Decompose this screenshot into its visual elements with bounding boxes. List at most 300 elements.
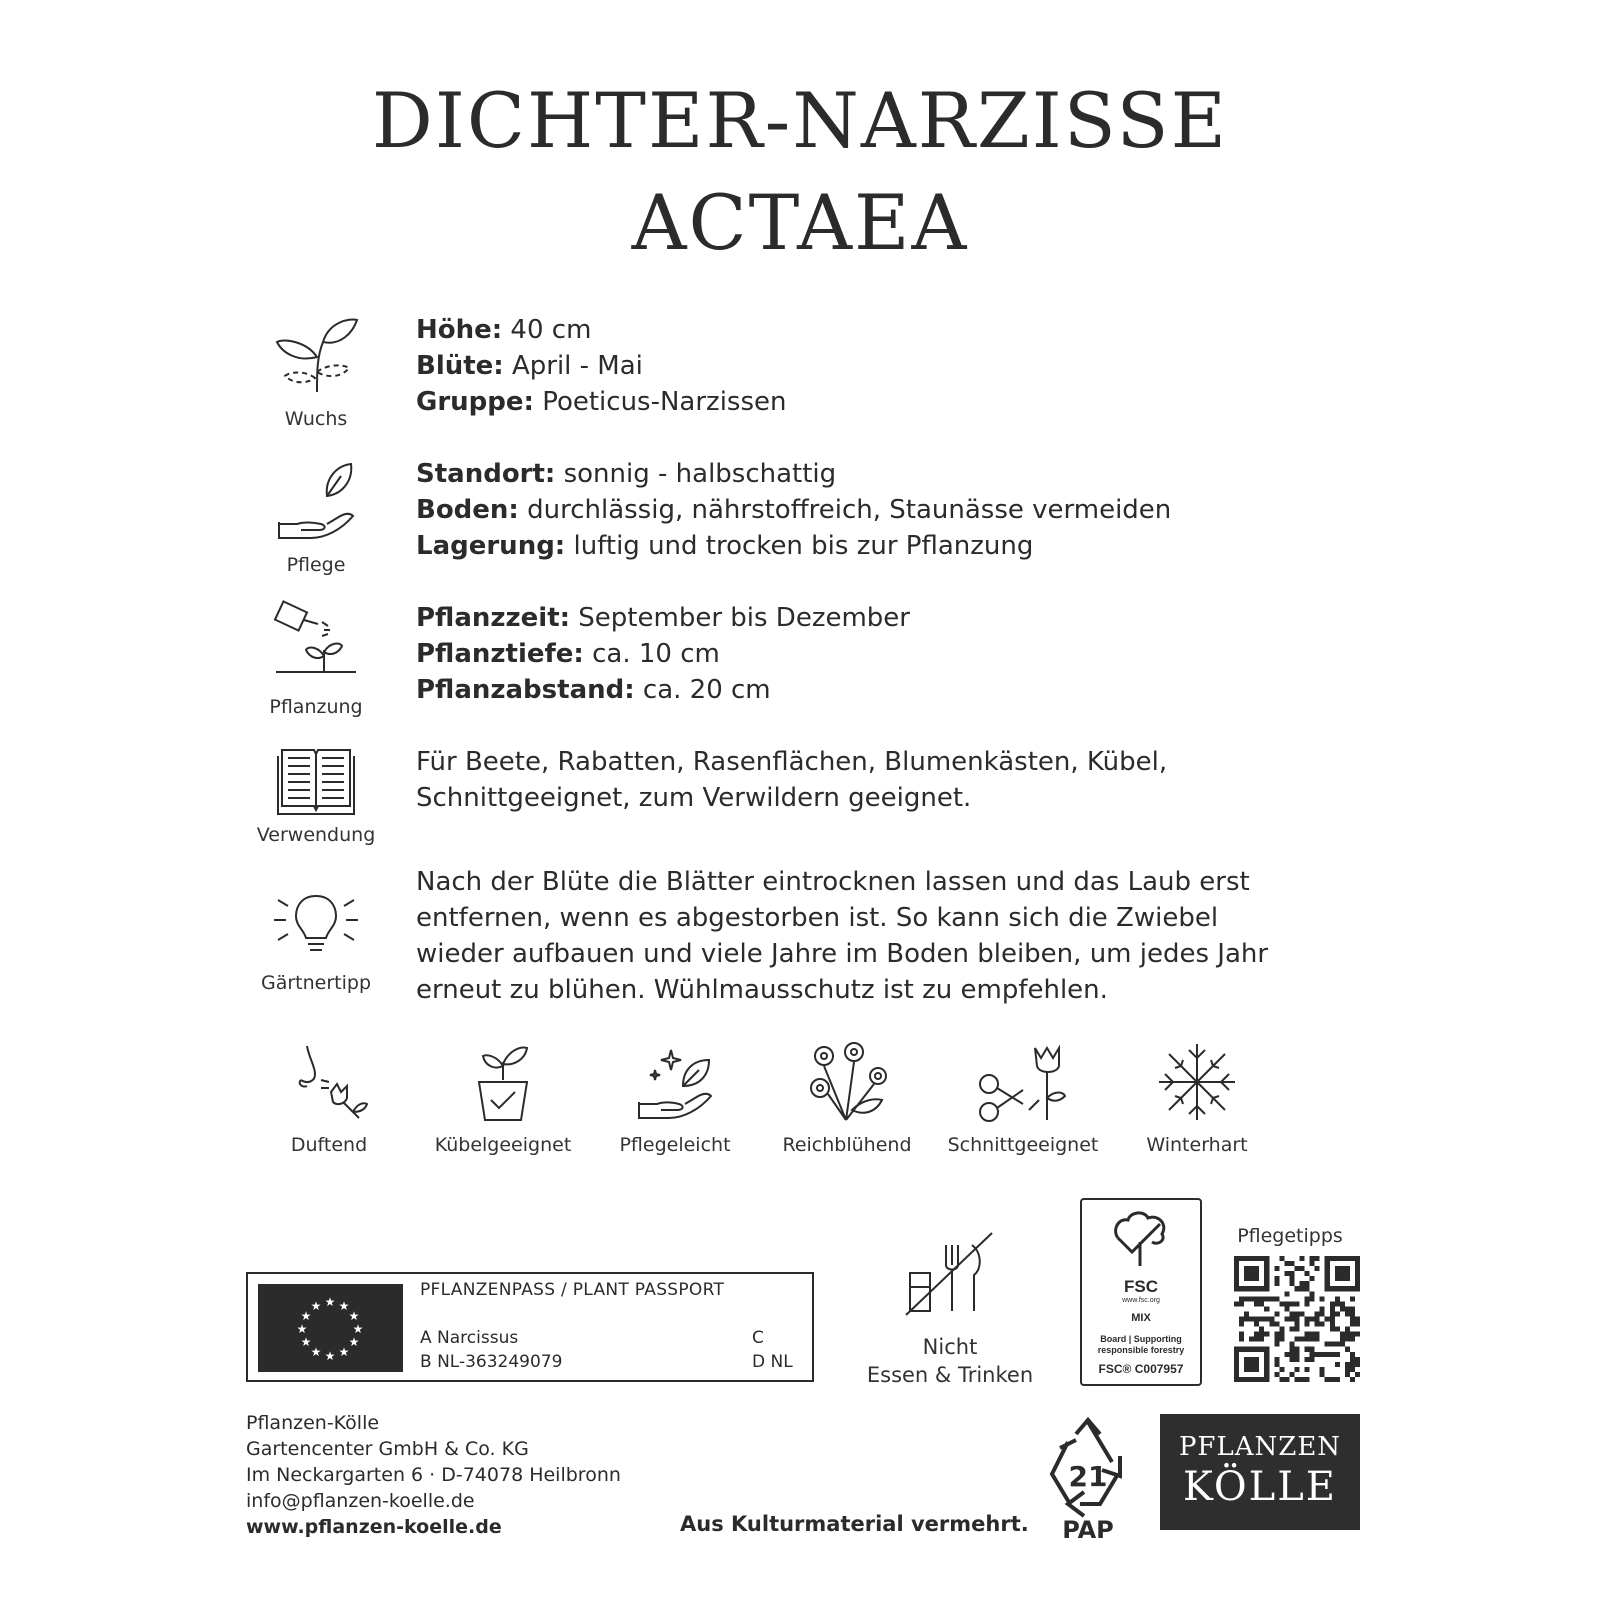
qr-module bbox=[1305, 1281, 1310, 1286]
qr-module bbox=[1239, 1316, 1244, 1321]
qr-module bbox=[1254, 1296, 1259, 1301]
qr-module bbox=[1340, 1342, 1345, 1347]
svg-text:★: ★ bbox=[300, 1335, 312, 1349]
qr-module bbox=[1345, 1362, 1350, 1367]
qr-module bbox=[1315, 1256, 1320, 1261]
svg-text:★: ★ bbox=[296, 1322, 308, 1336]
gaertnertipp-line: entfernen, wenn es abgestorben ist. So kann sich die Zwiebel bbox=[416, 903, 1219, 933]
qr-module bbox=[1264, 1347, 1269, 1352]
qr-module bbox=[1294, 1286, 1299, 1291]
pflege-icon-block bbox=[246, 456, 386, 576]
qr-module bbox=[1340, 1337, 1345, 1342]
qr-module bbox=[1325, 1276, 1330, 1281]
qr-module bbox=[1315, 1266, 1320, 1271]
no-food-drink-icon bbox=[900, 1225, 1000, 1321]
qr-module bbox=[1310, 1352, 1315, 1357]
qr-module bbox=[1249, 1256, 1254, 1261]
fsc-label bbox=[1080, 1198, 1202, 1386]
company-address bbox=[246, 1410, 621, 1540]
nose-flower-icon bbox=[287, 1040, 371, 1124]
qr-module bbox=[1350, 1296, 1355, 1301]
svg-text:★: ★ bbox=[348, 1335, 360, 1349]
qr-module bbox=[1264, 1266, 1269, 1271]
qr-module bbox=[1325, 1377, 1330, 1382]
qr-module bbox=[1345, 1372, 1350, 1377]
svg-text:★: ★ bbox=[338, 1345, 350, 1359]
qr-module bbox=[1274, 1332, 1279, 1337]
feature-pflegeleicht bbox=[590, 1040, 760, 1156]
qr-module bbox=[1320, 1296, 1325, 1301]
feature-label: Duftend bbox=[290, 1134, 368, 1156]
qr-module bbox=[1305, 1332, 1310, 1337]
qr-module bbox=[1234, 1281, 1239, 1286]
qr-module bbox=[1330, 1301, 1335, 1306]
qr-module bbox=[1315, 1316, 1320, 1321]
qr-module bbox=[1254, 1271, 1259, 1276]
passport-d: D NL bbox=[752, 1352, 793, 1372]
qr-module bbox=[1335, 1276, 1340, 1281]
address-email[interactable]: info@pflanzen-koelle.de bbox=[246, 1490, 475, 1512]
qr-module bbox=[1234, 1362, 1239, 1367]
qr-module bbox=[1239, 1286, 1244, 1291]
qr-module bbox=[1234, 1347, 1239, 1352]
qr-module bbox=[1254, 1362, 1259, 1367]
qr-module bbox=[1325, 1271, 1330, 1276]
qr-module bbox=[1249, 1337, 1254, 1342]
qr-module bbox=[1254, 1332, 1259, 1337]
warning-line1: Nicht bbox=[922, 1335, 978, 1359]
qr-module bbox=[1259, 1332, 1264, 1337]
qr-module bbox=[1345, 1306, 1350, 1311]
watering-can-seedling-icon bbox=[270, 600, 362, 690]
qr-module bbox=[1330, 1342, 1335, 1347]
qr-module bbox=[1239, 1347, 1244, 1352]
qr-module bbox=[1305, 1301, 1310, 1306]
qr-module bbox=[1310, 1276, 1315, 1281]
qr-module bbox=[1345, 1286, 1350, 1291]
qr-module bbox=[1310, 1291, 1315, 1296]
qr-module bbox=[1350, 1352, 1355, 1357]
qr-module bbox=[1254, 1347, 1259, 1352]
qr-module bbox=[1345, 1327, 1350, 1332]
qr-module bbox=[1259, 1327, 1264, 1332]
qr-module bbox=[1289, 1281, 1294, 1286]
qr-module bbox=[1254, 1367, 1259, 1372]
qr-module bbox=[1289, 1271, 1294, 1276]
qr-module bbox=[1294, 1357, 1299, 1362]
qr-module bbox=[1274, 1342, 1279, 1347]
qr-module bbox=[1234, 1377, 1239, 1382]
qr-module bbox=[1335, 1377, 1340, 1382]
qr-module bbox=[1305, 1271, 1310, 1276]
qr-module bbox=[1310, 1332, 1315, 1337]
qr-module bbox=[1274, 1357, 1279, 1362]
qr-module bbox=[1279, 1301, 1284, 1306]
address-website[interactable]: www.pflanzen-koelle.de bbox=[246, 1516, 502, 1538]
qr-module bbox=[1234, 1352, 1239, 1357]
qr-module bbox=[1350, 1306, 1355, 1311]
qr-module bbox=[1254, 1256, 1259, 1261]
pflanzen-koelle-logo bbox=[1160, 1414, 1360, 1530]
qr-module bbox=[1310, 1347, 1315, 1352]
qr-module bbox=[1315, 1352, 1320, 1357]
qr-module bbox=[1264, 1306, 1269, 1311]
qr-module bbox=[1269, 1296, 1274, 1301]
qr-module bbox=[1249, 1276, 1254, 1281]
qr-module bbox=[1320, 1322, 1325, 1327]
verwendung-line: Schnittgeeignet, zum Verwildern geeignet. bbox=[416, 783, 972, 813]
warning-line2: Essen & Trinken bbox=[866, 1363, 1034, 1387]
qr-module bbox=[1350, 1377, 1355, 1382]
qr-module bbox=[1244, 1367, 1249, 1372]
qr-module bbox=[1239, 1256, 1244, 1261]
qr-module bbox=[1335, 1301, 1340, 1306]
passport-a: A Narcissus bbox=[420, 1328, 519, 1348]
qr-module bbox=[1310, 1316, 1315, 1321]
qr-module bbox=[1294, 1347, 1299, 1352]
qr-module bbox=[1305, 1316, 1310, 1321]
qr-module bbox=[1239, 1332, 1244, 1337]
qr-module bbox=[1294, 1377, 1299, 1382]
qr-module bbox=[1254, 1301, 1259, 1306]
wuchs-icon-block bbox=[246, 312, 386, 430]
qr-module bbox=[1244, 1311, 1249, 1316]
qr-module bbox=[1315, 1322, 1320, 1327]
qr-module bbox=[1300, 1256, 1305, 1261]
qr-module bbox=[1234, 1256, 1239, 1261]
qr-module bbox=[1340, 1271, 1345, 1276]
qr-module bbox=[1330, 1316, 1335, 1321]
qr-module bbox=[1345, 1311, 1350, 1316]
recycle-code: PAP bbox=[1062, 1516, 1114, 1542]
qr-module bbox=[1355, 1362, 1360, 1367]
qr-module bbox=[1294, 1316, 1299, 1321]
qr-module bbox=[1244, 1266, 1249, 1271]
qr-module bbox=[1350, 1332, 1355, 1337]
qr-module bbox=[1249, 1266, 1254, 1271]
feature-label: Pflegeleicht bbox=[619, 1134, 731, 1156]
qr-module bbox=[1274, 1296, 1279, 1301]
qr-module bbox=[1330, 1377, 1335, 1382]
hand-leaf-sparkle-icon bbox=[633, 1040, 717, 1124]
qr-module bbox=[1325, 1256, 1330, 1261]
eu-stars bbox=[297, 1295, 364, 1363]
qr-module bbox=[1310, 1337, 1315, 1342]
qr-module bbox=[1305, 1357, 1310, 1362]
qr-module bbox=[1310, 1296, 1315, 1301]
qr-module bbox=[1254, 1337, 1259, 1342]
qr-module bbox=[1300, 1337, 1305, 1342]
qr-module bbox=[1345, 1337, 1350, 1342]
qr-module bbox=[1289, 1261, 1294, 1266]
address-line1: Pflanzen-Kölle bbox=[246, 1412, 380, 1434]
qr-module bbox=[1254, 1322, 1259, 1327]
qr-module bbox=[1239, 1296, 1244, 1301]
qr-module bbox=[1350, 1367, 1355, 1372]
qr-module bbox=[1340, 1256, 1345, 1261]
qr-module bbox=[1234, 1286, 1239, 1291]
wuchs-line-hoehe: Höhe: 40 cm bbox=[416, 315, 592, 345]
gaertnertipp-icon-block bbox=[246, 890, 386, 994]
qr-module bbox=[1284, 1377, 1289, 1382]
qr-module bbox=[1335, 1286, 1340, 1291]
qr-module bbox=[1355, 1372, 1360, 1377]
qr-module bbox=[1254, 1286, 1259, 1291]
qr-module bbox=[1335, 1266, 1340, 1271]
qr-module bbox=[1244, 1296, 1249, 1301]
qr-module bbox=[1274, 1337, 1279, 1342]
qr-code-icon[interactable] bbox=[1234, 1256, 1360, 1382]
qr-module bbox=[1335, 1271, 1340, 1276]
qr-module bbox=[1289, 1347, 1294, 1352]
qr-module bbox=[1264, 1377, 1269, 1382]
qr-module bbox=[1315, 1311, 1320, 1316]
qr-module bbox=[1330, 1256, 1335, 1261]
qr-module bbox=[1269, 1316, 1274, 1321]
feature-duftend bbox=[244, 1040, 414, 1156]
qr-module bbox=[1259, 1377, 1264, 1382]
qr-module bbox=[1254, 1377, 1259, 1382]
qr-module bbox=[1330, 1286, 1335, 1291]
qr-module bbox=[1330, 1322, 1335, 1327]
qr-module bbox=[1355, 1261, 1360, 1266]
qr-module bbox=[1350, 1357, 1355, 1362]
qr-module bbox=[1325, 1316, 1330, 1321]
qr-module bbox=[1284, 1306, 1289, 1311]
qr-module bbox=[1259, 1256, 1264, 1261]
pflege-caption: Pflege bbox=[286, 554, 346, 576]
qr-module bbox=[1279, 1337, 1284, 1342]
qr-module bbox=[1340, 1306, 1345, 1311]
verwendung-caption: Verwendung bbox=[256, 824, 376, 846]
qr-module bbox=[1335, 1342, 1340, 1347]
qr-module bbox=[1284, 1352, 1289, 1357]
fsc-name: FSC bbox=[1124, 1277, 1158, 1296]
qr-module bbox=[1325, 1261, 1330, 1266]
qr-module bbox=[1264, 1271, 1269, 1276]
wuchs-text bbox=[416, 312, 1356, 420]
qr-module bbox=[1254, 1316, 1259, 1321]
feature-label: Winterhart bbox=[1146, 1134, 1248, 1156]
qr-module bbox=[1244, 1316, 1249, 1321]
qr-module bbox=[1305, 1377, 1310, 1382]
qr-module bbox=[1340, 1276, 1345, 1281]
qr-module bbox=[1234, 1357, 1239, 1362]
hand-leaf-icon bbox=[271, 456, 361, 548]
verwendung-icon-block bbox=[246, 744, 386, 846]
feature-winterhart bbox=[1112, 1040, 1282, 1156]
qr-module bbox=[1335, 1327, 1340, 1332]
qr-module bbox=[1305, 1367, 1310, 1372]
qr-module bbox=[1254, 1276, 1259, 1281]
qr-module bbox=[1294, 1337, 1299, 1342]
qr-module bbox=[1340, 1332, 1345, 1337]
qr-module bbox=[1305, 1286, 1310, 1291]
qr-module bbox=[1355, 1357, 1360, 1362]
qr-module bbox=[1320, 1306, 1325, 1311]
qr-module bbox=[1345, 1332, 1350, 1337]
qr-module bbox=[1289, 1357, 1294, 1362]
qr-module bbox=[1259, 1337, 1264, 1342]
qr-module bbox=[1284, 1271, 1289, 1276]
qr-module bbox=[1244, 1256, 1249, 1261]
verwendung-text bbox=[416, 744, 1356, 816]
fsc-code: FSC® C007957 bbox=[1098, 1362, 1184, 1376]
qr-module bbox=[1284, 1291, 1289, 1296]
pflanzung-text bbox=[416, 600, 1356, 708]
qr-module bbox=[1244, 1286, 1249, 1291]
qr-module bbox=[1274, 1281, 1279, 1286]
qr-module bbox=[1274, 1311, 1279, 1316]
recycle-number: 21 bbox=[1068, 1460, 1108, 1493]
qr-module bbox=[1294, 1311, 1299, 1316]
qr-module bbox=[1244, 1276, 1249, 1281]
qr-module bbox=[1355, 1276, 1360, 1281]
svg-text:★: ★ bbox=[352, 1322, 364, 1336]
qr-module bbox=[1325, 1286, 1330, 1291]
passport-b: B NL-363249079 bbox=[420, 1352, 563, 1372]
qr-module bbox=[1254, 1266, 1259, 1271]
qr-module bbox=[1335, 1296, 1340, 1301]
qr-module bbox=[1335, 1256, 1340, 1261]
qr-module bbox=[1300, 1311, 1305, 1316]
qr-module bbox=[1274, 1362, 1279, 1367]
pflege-text bbox=[416, 456, 1356, 564]
qr-module bbox=[1345, 1271, 1350, 1276]
svg-text:★: ★ bbox=[348, 1309, 360, 1323]
qr-module bbox=[1340, 1266, 1345, 1271]
qr-module bbox=[1355, 1256, 1360, 1261]
qr-module bbox=[1325, 1352, 1330, 1357]
qr-module bbox=[1345, 1276, 1350, 1281]
qr-module bbox=[1244, 1347, 1249, 1352]
qr-module bbox=[1244, 1357, 1249, 1362]
qr-module bbox=[1294, 1322, 1299, 1327]
qr-module bbox=[1320, 1352, 1325, 1357]
qr-module bbox=[1350, 1362, 1355, 1367]
feature-reichbluehend bbox=[762, 1040, 932, 1156]
qr-module bbox=[1289, 1372, 1294, 1377]
qr-module bbox=[1279, 1377, 1284, 1382]
qr-module bbox=[1249, 1377, 1254, 1382]
gaertnertipp-caption: Gärtnertipp bbox=[260, 972, 372, 994]
qr-module bbox=[1269, 1322, 1274, 1327]
gaertnertipp-line: erneut zu blühen. Wühlmausschutz ist zu empfehlen. bbox=[416, 975, 1108, 1005]
qr-module bbox=[1249, 1296, 1254, 1301]
kultur-note: Aus Kulturmaterial vermehrt. bbox=[680, 1512, 1029, 1536]
qr-module bbox=[1234, 1276, 1239, 1281]
qr-module bbox=[1289, 1327, 1294, 1332]
qr-module bbox=[1249, 1286, 1254, 1291]
qr-module bbox=[1284, 1261, 1289, 1266]
qr-module bbox=[1325, 1266, 1330, 1271]
qr-module bbox=[1335, 1362, 1340, 1367]
qr-module bbox=[1355, 1271, 1360, 1276]
qr-module bbox=[1259, 1286, 1264, 1291]
passport-c: C bbox=[752, 1328, 764, 1348]
bouquet-icon bbox=[802, 1040, 892, 1124]
qr-module bbox=[1355, 1281, 1360, 1286]
qr-module bbox=[1239, 1301, 1244, 1306]
qr-module bbox=[1320, 1311, 1325, 1316]
qr-module bbox=[1350, 1337, 1355, 1342]
svg-text:★: ★ bbox=[324, 1295, 336, 1309]
qr-module bbox=[1315, 1337, 1320, 1342]
qr-module bbox=[1355, 1286, 1360, 1291]
qr-module bbox=[1340, 1286, 1345, 1291]
qr-module bbox=[1300, 1266, 1305, 1271]
qr-module bbox=[1249, 1367, 1254, 1372]
qr-module bbox=[1350, 1256, 1355, 1261]
feature-schnittgeeignet bbox=[938, 1040, 1108, 1156]
address-line3: Im Neckargarten 6 · D-74078 Heilbronn bbox=[246, 1464, 621, 1486]
qr-module bbox=[1340, 1301, 1345, 1306]
qr-module bbox=[1330, 1311, 1335, 1316]
pflanzung-line-pflanztiefe: Pflanztiefe: ca. 10 cm bbox=[416, 639, 720, 669]
qr-module bbox=[1274, 1372, 1279, 1377]
qr-module bbox=[1249, 1362, 1254, 1367]
eu-flag-icon bbox=[258, 1284, 403, 1372]
qr-module bbox=[1234, 1372, 1239, 1377]
qr-module bbox=[1294, 1301, 1299, 1306]
sprout-leaves-icon bbox=[271, 312, 361, 402]
qr-module bbox=[1264, 1256, 1269, 1261]
qr-module bbox=[1244, 1362, 1249, 1367]
qr-module bbox=[1305, 1347, 1310, 1352]
qr-module bbox=[1239, 1322, 1244, 1327]
logo-line1: PFLANZEN bbox=[1178, 1432, 1342, 1462]
qr-module bbox=[1355, 1266, 1360, 1271]
qr-module bbox=[1335, 1311, 1340, 1316]
qr-module bbox=[1259, 1301, 1264, 1306]
qr-module bbox=[1325, 1342, 1330, 1347]
qr-module bbox=[1249, 1316, 1254, 1321]
pflanzung-caption: Pflanzung bbox=[269, 696, 363, 718]
qr-module bbox=[1264, 1357, 1269, 1362]
qr-module bbox=[1239, 1377, 1244, 1382]
qr-module bbox=[1320, 1372, 1325, 1377]
feature-label: Kübelgeeignet bbox=[434, 1134, 572, 1156]
qr-module bbox=[1234, 1271, 1239, 1276]
snowflake-icon bbox=[1155, 1040, 1239, 1124]
pflanzung-line-pflanzabstand: Pflanzabstand: ca. 20 cm bbox=[416, 675, 771, 705]
qr-module bbox=[1350, 1322, 1355, 1327]
qr-module bbox=[1274, 1266, 1279, 1271]
qr-module bbox=[1289, 1352, 1294, 1357]
qr-module bbox=[1345, 1256, 1350, 1261]
qr-module bbox=[1289, 1301, 1294, 1306]
qr-module bbox=[1264, 1316, 1269, 1321]
wuchs-line-gruppe: Gruppe: Poeticus-Narzissen bbox=[416, 387, 787, 417]
qr-module bbox=[1279, 1256, 1284, 1261]
qr-module bbox=[1335, 1352, 1340, 1357]
feature-kuebelgeeignet bbox=[418, 1040, 588, 1156]
qr-module bbox=[1279, 1327, 1284, 1332]
qr-module bbox=[1259, 1296, 1264, 1301]
qr-module bbox=[1264, 1332, 1269, 1337]
qr-module bbox=[1239, 1337, 1244, 1342]
qr-module bbox=[1234, 1261, 1239, 1266]
wuchs-caption: Wuchs bbox=[284, 408, 348, 430]
qr-module bbox=[1264, 1281, 1269, 1286]
no-food-warning bbox=[860, 1225, 1040, 1389]
qr-module bbox=[1264, 1367, 1269, 1372]
qr-module bbox=[1254, 1357, 1259, 1362]
qr-label: Pflegetipps bbox=[1237, 1225, 1343, 1247]
potted-plant-icon bbox=[461, 1040, 545, 1124]
qr-module bbox=[1345, 1367, 1350, 1372]
pflege-line-lagerung: Lagerung: luftig und trocken bis zur Pflanzung bbox=[416, 531, 1034, 561]
